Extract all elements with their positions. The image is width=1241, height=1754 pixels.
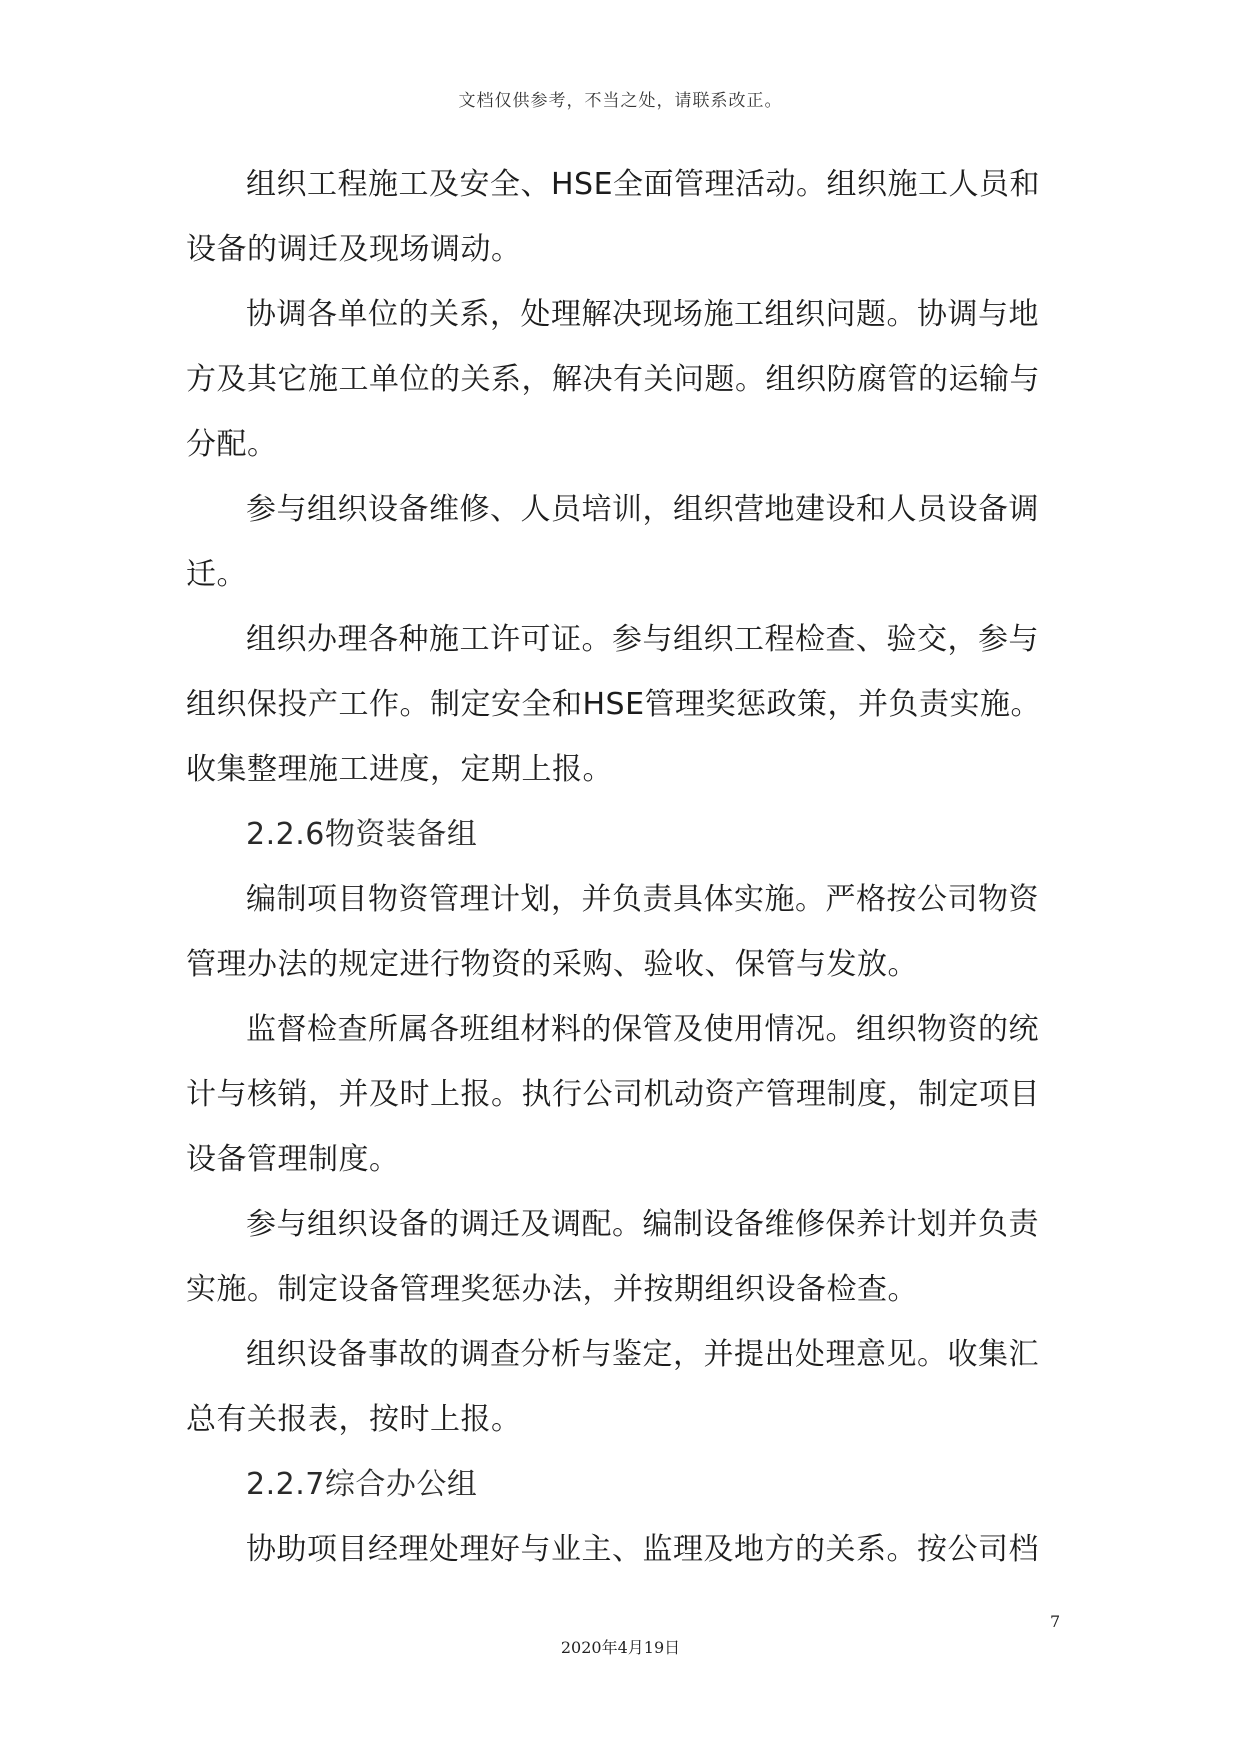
paragraph: 参与组织设备的调迁及调配。编制设备维修保养计划并负责实施。制定设备管理奖惩办法，并按期组织设备检查。 [186,1207,1039,1307]
paragraph: 协调各单位的关系，处理解决现场施工组织问题。协调与地方及其它施工单位的关系，解决有关问题。组织防腐管的运输与分配。 [186,297,1040,462]
paragraph: 协助项目经理处理好与业主、监理及地方的关系。按公司档 [246,1532,1039,1567]
section-heading: 2.2.7综合办公组 [246,1467,478,1502]
document-body [186,152,1056,1582]
page-number: 7 [1050,1612,1061,1631]
paragraph: 监督检查所属各班组材料的保管及使用情况。组织物资的统计与核销，并及时上报。执行公司机动资产管理制度，制定项目设备管理制度。 [186,1012,1040,1177]
paragraph: 组织工程施工及安全、HSE全面管理活动。组织施工人员和设备的调迁及现场调动。 [186,167,1041,267]
paragraph: 参与组织设备维修、人员培训，组织营地建设和人员设备调迁。 [186,492,1039,592]
footer-date: 2020年4月19日 [560,1638,681,1657]
section-heading: 2.2.6物资装备组 [246,817,478,852]
paragraph: 编制项目物资管理计划，并负责具体实施。严格按公司物资管理办法的规定进行物资的采购、验收、保管与发放。 [186,882,1039,982]
paragraph: 组织设备事故的调查分析与鉴定，并提出处理意见。收集汇总有关报表，按时上报。 [186,1337,1039,1437]
paragraph: 组织办理各种施工许可证。参与组织工程检查、验交，参与组织保投产工作。制定安全和HSE管理奖惩政策，并负责实施。收集整理施工进度，定期上报。 [186,622,1042,787]
header-disclaimer: 文档仅供参考，不当之处，请联系改正。 [458,91,783,111]
